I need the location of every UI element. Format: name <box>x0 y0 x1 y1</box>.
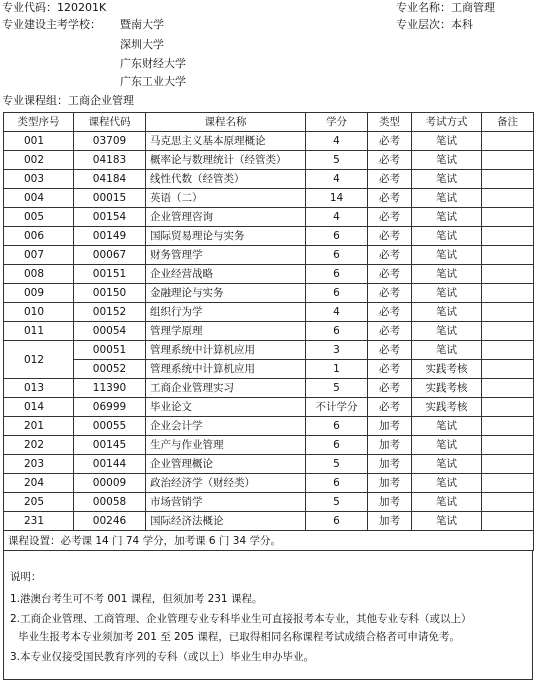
course-seq: 013 <box>4 379 74 398</box>
exam-method: 笔试 <box>412 208 482 227</box>
course-type: 必考 <box>368 322 412 341</box>
course-name: 英语（二） <box>146 189 306 208</box>
table-row <box>4 303 534 322</box>
course-note <box>482 170 534 189</box>
course-note <box>482 284 534 303</box>
course-credit: 6 <box>306 512 368 531</box>
settings-row <box>4 531 534 551</box>
table-row <box>4 151 534 170</box>
course-group-label: 专业课程组： <box>2 94 68 107</box>
course-credit: 4 <box>306 303 368 322</box>
course-note <box>482 189 534 208</box>
course-group <box>2 93 134 109</box>
course-code: 00150 <box>74 284 146 303</box>
course-type: 必考 <box>368 208 412 227</box>
course-credit: 6 <box>306 265 368 284</box>
course-note <box>482 227 534 246</box>
course-code: 00152 <box>74 303 146 322</box>
exam-method: 实践考核 <box>412 379 482 398</box>
course-name: 管理学原理 <box>146 322 306 341</box>
course-name: 金融理论与实务 <box>146 284 306 303</box>
course-seq: 006 <box>4 227 74 246</box>
program-code-value: 120201K <box>57 1 107 14</box>
table-row <box>4 322 534 341</box>
course-seq: 011 <box>4 322 74 341</box>
course-code: 00144 <box>74 455 146 474</box>
course-name: 马克思主义基本原理概论 <box>146 132 306 151</box>
course-credit: 3 <box>306 341 368 360</box>
course-type: 必考 <box>368 341 412 360</box>
note-item: 毕业生报考本专业须加考 201 至 205 课程，已取得相同名称课程考试成绩合格者可申请免考。 <box>18 631 460 643</box>
course-seq: 004 <box>4 189 74 208</box>
program-code-label: 专业代码： <box>2 1 57 14</box>
course-name: 政治经济学（财经类） <box>146 474 306 493</box>
program-level-label: 专业层次： <box>396 18 451 31</box>
course-code: 00054 <box>74 322 146 341</box>
course-credit: 14 <box>306 189 368 208</box>
course-seq: 001 <box>4 132 74 151</box>
course-code: 00246 <box>74 512 146 531</box>
course-code: 04183 <box>74 151 146 170</box>
table-row <box>4 265 534 284</box>
table-row <box>4 132 534 151</box>
course-type: 必考 <box>368 189 412 208</box>
course-table-body <box>4 132 534 531</box>
course-type: 必考 <box>368 170 412 189</box>
table-row <box>4 189 534 208</box>
course-name: 组织行为学 <box>146 303 306 322</box>
course-code: 00052 <box>74 360 146 379</box>
course-seq: 203 <box>4 455 74 474</box>
table-row <box>4 455 534 474</box>
course-settings: 课程设置：必考课 14 门 74 学分，加考课 6 门 34 学分。 <box>4 531 534 551</box>
column-header: 学分 <box>306 113 368 132</box>
course-credit: 6 <box>306 284 368 303</box>
course-note <box>482 151 534 170</box>
course-type: 必考 <box>368 151 412 170</box>
exam-method: 笔试 <box>412 303 482 322</box>
exam-method: 笔试 <box>412 189 482 208</box>
course-type: 必考 <box>368 379 412 398</box>
program-name-label: 专业名称： <box>396 1 451 14</box>
table-row <box>4 360 534 379</box>
course-note <box>482 493 534 512</box>
table-row <box>4 474 534 493</box>
schools-label: 专业建设主考学校： <box>2 18 101 31</box>
exam-method: 笔试 <box>412 132 482 151</box>
table-row <box>4 208 534 227</box>
course-seq: 201 <box>4 417 74 436</box>
course-type: 必考 <box>368 303 412 322</box>
exam-method: 笔试 <box>412 227 482 246</box>
course-credit: 6 <box>306 436 368 455</box>
exam-method: 笔试 <box>412 417 482 436</box>
course-code: 00051 <box>74 341 146 360</box>
course-seq: 204 <box>4 474 74 493</box>
course-seq: 014 <box>4 398 74 417</box>
exam-method: 笔试 <box>412 493 482 512</box>
table-row <box>4 398 534 417</box>
exam-method: 笔试 <box>412 341 482 360</box>
course-type: 必考 <box>368 284 412 303</box>
course-name: 概率论与数理统计（经管类） <box>146 151 306 170</box>
exam-method: 笔试 <box>412 455 482 474</box>
course-note <box>482 379 534 398</box>
program-level-value: 本科 <box>451 18 473 31</box>
course-code: 00154 <box>74 208 146 227</box>
course-type: 加考 <box>368 455 412 474</box>
course-name: 国际贸易理论与实务 <box>146 227 306 246</box>
exam-method: 笔试 <box>412 170 482 189</box>
course-note <box>482 246 534 265</box>
exam-method: 笔试 <box>412 474 482 493</box>
table-header-row <box>4 113 534 132</box>
program-level <box>396 17 473 33</box>
course-name: 市场营销学 <box>146 493 306 512</box>
course-credit: 6 <box>306 474 368 493</box>
exam-method: 笔试 <box>412 436 482 455</box>
course-note <box>482 303 534 322</box>
exam-method: 笔试 <box>412 322 482 341</box>
course-seq: 009 <box>4 284 74 303</box>
column-header: 课程名称 <box>146 113 306 132</box>
course-table <box>3 112 534 551</box>
course-type: 必考 <box>368 246 412 265</box>
course-code: 00055 <box>74 417 146 436</box>
course-type: 加考 <box>368 512 412 531</box>
course-note <box>482 398 534 417</box>
exam-method: 实践考核 <box>412 398 482 417</box>
table-row <box>4 227 534 246</box>
course-type: 加考 <box>368 417 412 436</box>
course-type: 加考 <box>368 493 412 512</box>
note-item: 3.本专业仅接受国民教育序列的专科（或以上）毕业生申办毕业。 <box>10 651 315 663</box>
note-item: 2.工商企业管理、工商管理、企业管理专业专科毕业生可直接报考本专业，其他专业专科（或以上） <box>10 613 472 625</box>
course-seq: 002 <box>4 151 74 170</box>
course-type: 必考 <box>368 360 412 379</box>
table-row <box>4 341 534 360</box>
course-credit: 不计学分 <box>306 398 368 417</box>
course-note <box>482 265 534 284</box>
column-header: 类型序号 <box>4 113 74 132</box>
course-seq: 008 <box>4 265 74 284</box>
exam-method: 笔试 <box>412 512 482 531</box>
course-code: 04184 <box>74 170 146 189</box>
course-seq: 012 <box>4 341 74 379</box>
course-note <box>482 322 534 341</box>
table-row <box>4 170 534 189</box>
course-note <box>482 341 534 360</box>
course-note <box>482 132 534 151</box>
course-credit: 5 <box>306 151 368 170</box>
column-header: 类型 <box>368 113 412 132</box>
course-name: 管理系统中计算机应用 <box>146 341 306 360</box>
course-note <box>482 360 534 379</box>
course-seq: 003 <box>4 170 74 189</box>
course-seq: 205 <box>4 493 74 512</box>
course-code: 00015 <box>74 189 146 208</box>
course-credit: 1 <box>306 360 368 379</box>
course-name: 毕业论文 <box>146 398 306 417</box>
course-note <box>482 208 534 227</box>
school-item: 广东财经大学 <box>120 57 186 70</box>
course-name: 财务管理学 <box>146 246 306 265</box>
course-code: 00058 <box>74 493 146 512</box>
course-code: 11390 <box>74 379 146 398</box>
course-note <box>482 455 534 474</box>
table-row <box>4 436 534 455</box>
column-header: 考试方式 <box>412 113 482 132</box>
course-code: 06999 <box>74 398 146 417</box>
exam-method: 笔试 <box>412 246 482 265</box>
course-name: 企业经营战略 <box>146 265 306 284</box>
program-name-value: 工商管理 <box>451 1 495 14</box>
exam-method: 实践考核 <box>412 360 482 379</box>
table-row <box>4 246 534 265</box>
course-note <box>482 474 534 493</box>
course-name: 生产与作业管理 <box>146 436 306 455</box>
course-code: 00151 <box>74 265 146 284</box>
program-code <box>2 0 106 16</box>
school-item: 广东工业大学 <box>120 75 186 88</box>
course-name: 线性代数（经管类） <box>146 170 306 189</box>
notes-title: 说明： <box>10 571 42 583</box>
course-type: 加考 <box>368 436 412 455</box>
course-name: 管理系统中计算机应用 <box>146 360 306 379</box>
course-note <box>482 512 534 531</box>
course-credit: 5 <box>306 379 368 398</box>
exam-method: 笔试 <box>412 265 482 284</box>
column-header: 课程代码 <box>74 113 146 132</box>
course-credit: 6 <box>306 246 368 265</box>
course-name: 企业管理咨询 <box>146 208 306 227</box>
course-credit: 6 <box>306 322 368 341</box>
course-credit: 5 <box>306 455 368 474</box>
program-name <box>396 0 495 16</box>
course-seq: 202 <box>4 436 74 455</box>
course-credit: 6 <box>306 227 368 246</box>
exam-method: 笔试 <box>412 151 482 170</box>
table-row <box>4 417 534 436</box>
course-name: 企业管理概论 <box>146 455 306 474</box>
course-note <box>482 417 534 436</box>
course-name: 企业会计学 <box>146 417 306 436</box>
course-seq: 010 <box>4 303 74 322</box>
course-credit: 5 <box>306 493 368 512</box>
school-item: 暨南大学 <box>120 18 164 31</box>
course-note <box>482 436 534 455</box>
course-credit: 4 <box>306 170 368 189</box>
course-group-value: 工商企业管理 <box>68 94 134 107</box>
exam-method: 笔试 <box>412 284 482 303</box>
course-code: 00145 <box>74 436 146 455</box>
course-type: 必考 <box>368 132 412 151</box>
notes-section <box>3 551 533 680</box>
course-seq: 005 <box>4 208 74 227</box>
course-name: 工商企业管理实习 <box>146 379 306 398</box>
course-code: 03709 <box>74 132 146 151</box>
table-row <box>4 493 534 512</box>
course-credit: 4 <box>306 208 368 227</box>
course-type: 必考 <box>368 265 412 284</box>
course-code: 00067 <box>74 246 146 265</box>
school-item: 深圳大学 <box>120 38 164 51</box>
course-code: 00009 <box>74 474 146 493</box>
course-type: 必考 <box>368 398 412 417</box>
course-table-wrapper <box>3 112 533 680</box>
table-row <box>4 284 534 303</box>
table-row <box>4 379 534 398</box>
course-code: 00149 <box>74 227 146 246</box>
note-item: 1.港澳台考生可不考 001 课程，但须加考 231 课程。 <box>10 593 263 605</box>
course-type: 必考 <box>368 227 412 246</box>
table-row <box>4 512 534 531</box>
course-seq: 231 <box>4 512 74 531</box>
column-header: 备注 <box>482 113 534 132</box>
course-credit: 4 <box>306 132 368 151</box>
course-type: 加考 <box>368 474 412 493</box>
course-name: 国际经济法概论 <box>146 512 306 531</box>
course-seq: 007 <box>4 246 74 265</box>
course-credit: 6 <box>306 417 368 436</box>
